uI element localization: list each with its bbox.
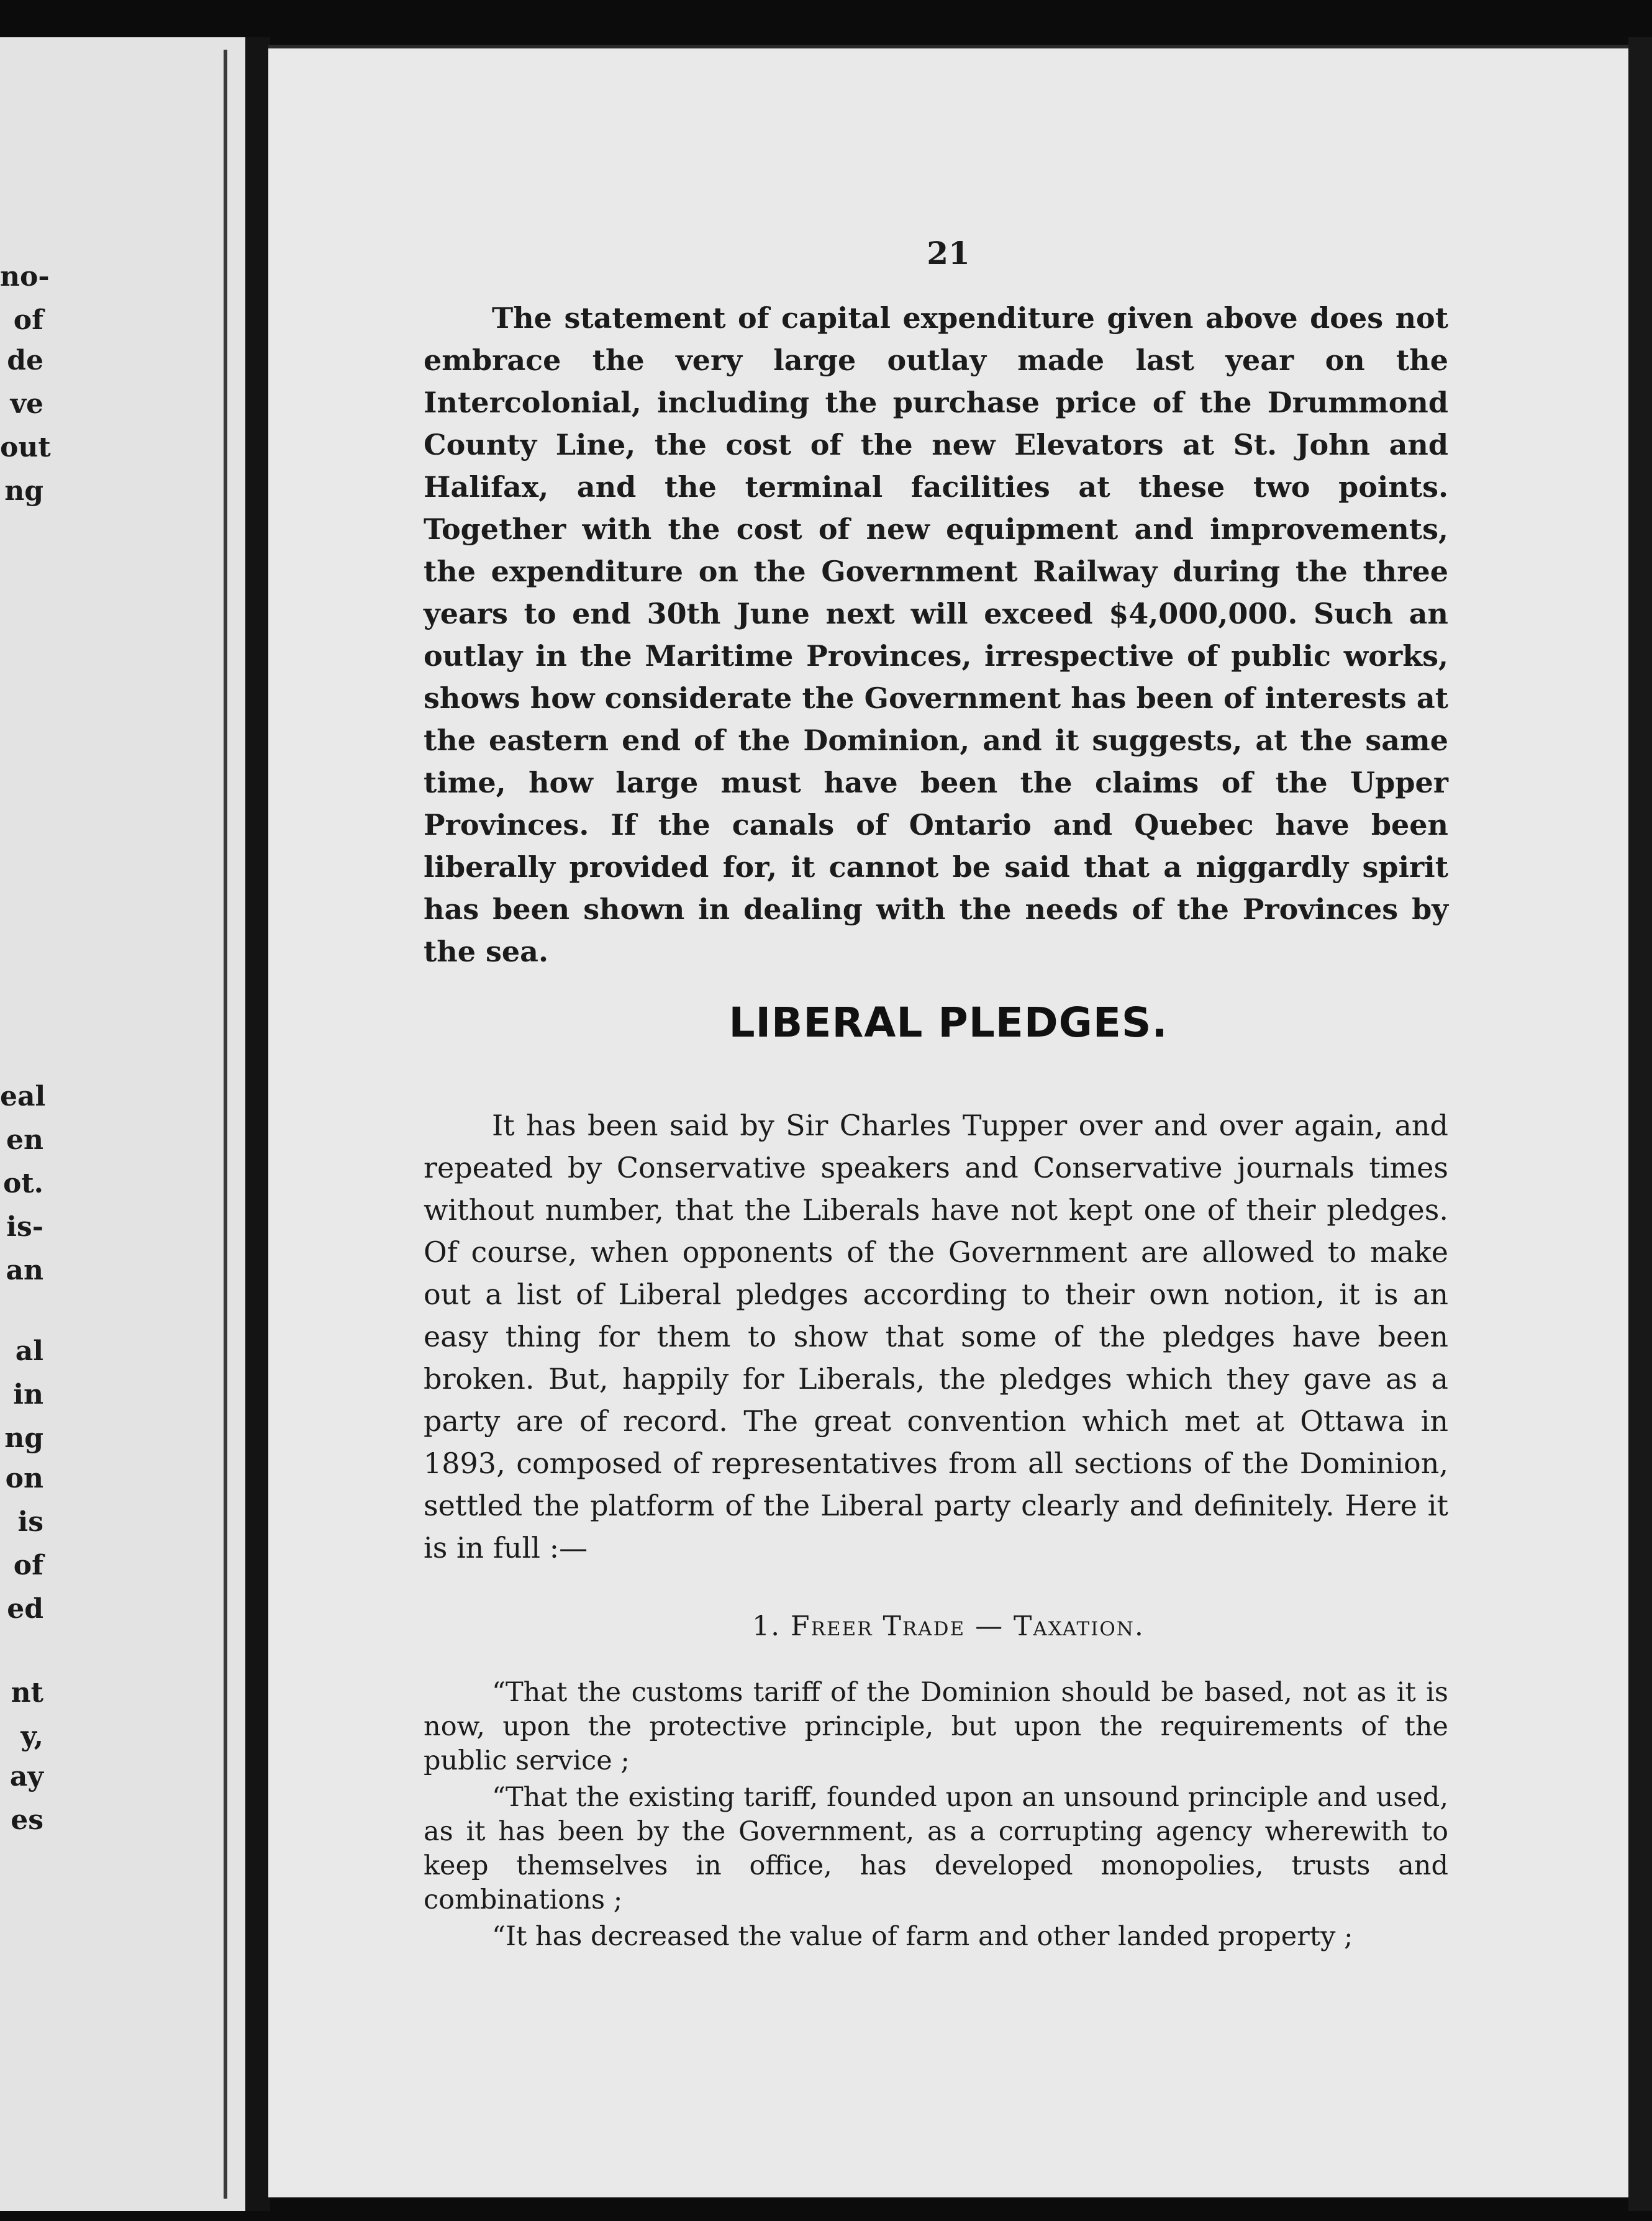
page-spine: [224, 50, 248, 2199]
left-page-fragment: is-: [6, 1211, 43, 1243]
left-page-fragment: of: [13, 1550, 43, 1581]
quote-paragraph: “That the customs tariff of the Dominion should be based, not as it is now, upon the protective principle, but upon the requirements of the public service ;: [424, 1677, 1448, 1776]
paragraph-capital-expenditure: [424, 297, 1448, 973]
quote-paragraph: “It has decreased the value of farm and other landed property ;: [492, 1921, 1353, 1952]
left-page-fragment: al: [15, 1335, 43, 1367]
left-page-fragment: ay: [9, 1761, 43, 1792]
right-page: [268, 45, 1628, 2197]
left-page-fragment: ed: [7, 1593, 43, 1625]
paragraph-text: It has been said by Sir Charles Tupper over and over again, and repeated by Conservative speakers and Conservative journals times without number, that the Liberals have not kept one of their pledges. Of course, when opponents of the Government are allowed to make out a list of Liberal pledges according to their own notion, it is an easy thing for them to show that some of the pledges have been broken. But, happily for Liberals, the pledges which they gave as a party are of record. The great convention which met at Ottawa in 1893, composed of representatives from all sections of the Dominion, settled the platform of the Liberal party clearly and definitely. Here it is in full :—: [424, 1109, 1448, 1565]
platform-quotes: [424, 1676, 1448, 1956]
right-page-edge: [1628, 37, 1652, 2211]
quote-paragraph: “That the existing tariff, founded upon an unsound principle and used, as it has been by the Government, as a corrupting agency wherewith to keep themselves in office, has developed monopolies, trusts and combinations ;: [424, 1782, 1448, 1915]
left-page-fragment: ng: [4, 1422, 43, 1454]
paragraph-liberal-pledges: [424, 1104, 1448, 1569]
left-page-edge: [0, 37, 245, 2211]
left-page-fragment: nt: [11, 1677, 43, 1709]
left-page-fragment: y,: [20, 1720, 43, 1752]
section-heading: LIBERAL PLEDGES.: [728, 999, 1168, 1047]
left-page-fragment: de: [7, 345, 43, 376]
left-page-fragment: on: [5, 1463, 43, 1494]
left-page-fragment: ng: [4, 475, 43, 507]
left-page-fragment: eal: [0, 1081, 46, 1112]
left-page-fragment: out: [0, 432, 51, 463]
left-page-fragment: is: [17, 1506, 43, 1538]
paragraph-text: The statement of capital expenditure given above does not embrace the very large outlay made last year on the Intercolonial, including the purchase price of the Drummond County Line, the cost of the new Elevators at St. John and Halifax, and the terminal facilities at these two points. Together with the cost of new equipment and improvements, the expenditure on the Government Railway during the three years to end 30th June next will exceed $4,000,000. Such an outlay in the Maritime Provinces, irrespective of public works, shows how considerate the Government has been of interests at the eastern end of the Dominion, and it suggests, at the same time, how large must have been the claims of the Upper Provinces. If the canals of Ontario and Quebec have been liberally provided for, it cannot be said that a niggardly spirit has been shown in dealing with the needs of the Provinces by the sea.: [424, 301, 1448, 968]
subsection-title: 1. Freer Trade — Taxation.: [752, 1610, 1145, 1642]
left-page-fragment: ot.: [3, 1168, 43, 1199]
left-page-fragment: en: [6, 1124, 43, 1156]
left-page-fragment: in: [13, 1379, 43, 1410]
left-page-fragment: es: [11, 1804, 43, 1836]
left-page-fragment: of: [13, 304, 43, 336]
left-page-fragment: an: [6, 1255, 43, 1286]
left-page-fragment: no-: [0, 261, 50, 293]
left-page-fragment: ve: [10, 388, 43, 420]
page-number: 21: [927, 235, 970, 271]
book-gutter: [245, 37, 270, 2211]
